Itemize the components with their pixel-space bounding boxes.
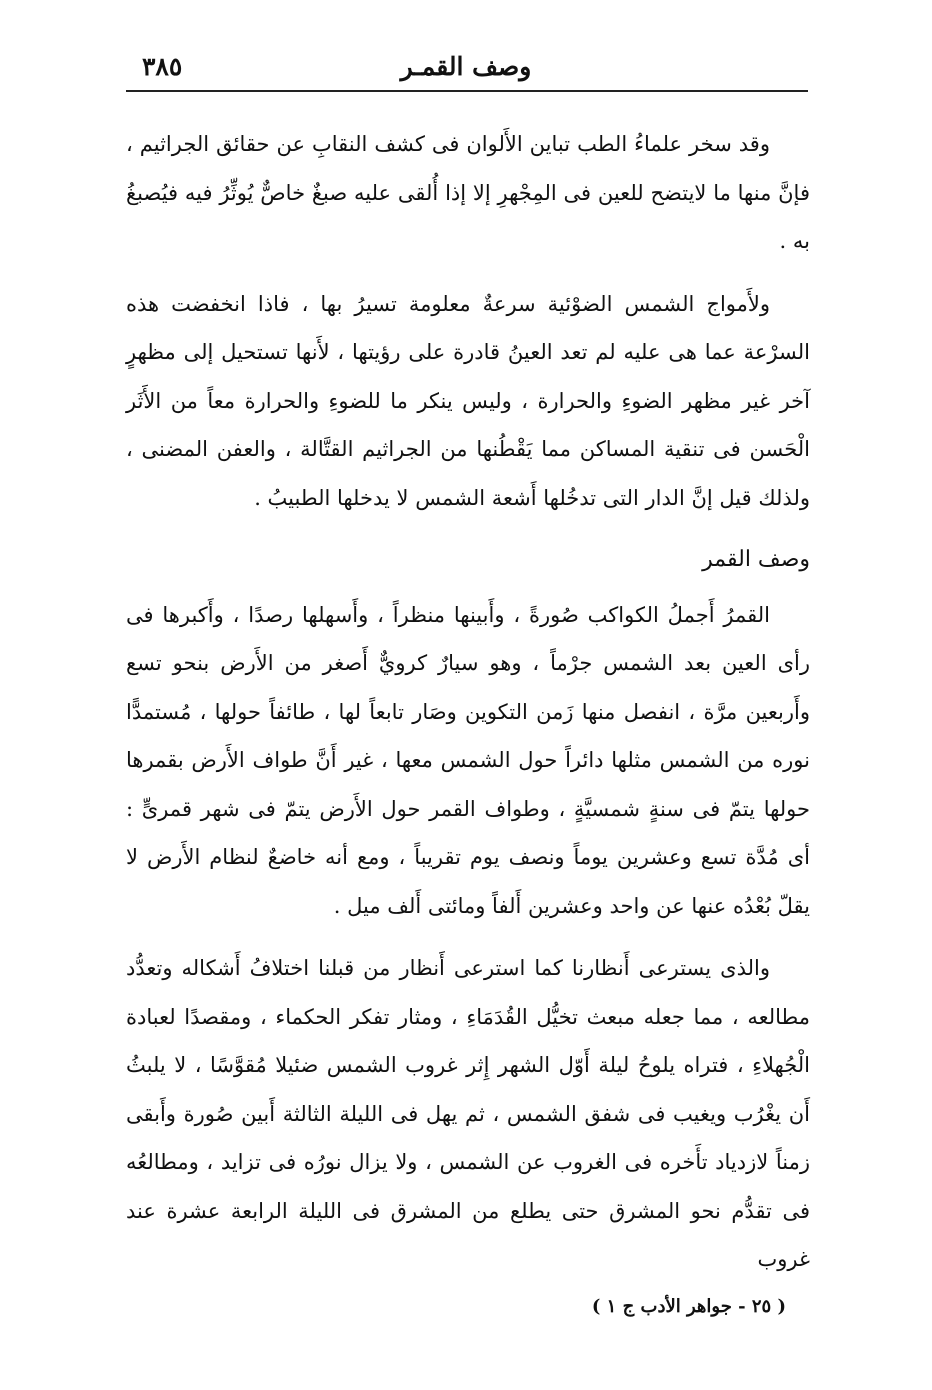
running-title: وصف القمـر: [400, 52, 532, 81]
paragraph: ولأَمواج الشمس الضوْئية سرعةٌ معلومة تسيرُ بها ، فاذا انخفضت هذه السرْعة عما هى عليه لم تعد العينُ قادرة على رؤيتها ، لأَنها تستحيل إلى مظهرٍ آخر غير مظهر الضوءِ والحرارة ، وليس ينكر ما للضوءِ والحرارة معاً من الأَثَر الْحَسن فى تنقية المساكن مما يَقْطُنها من الجراثيم القتَّالة ، والعفن المضنى ، ولذلك قيل إنَّ الدار التى تدخُلها أَشعة الشمس لا يدخلها الطبيبُ .: [126, 291, 810, 510]
header-rule: [126, 90, 808, 92]
paragraph: القمرُ أَجملُ الكواكب صُورةً ، وأَبينها منظراً ، وأَسهلها رصدًا ، وأَكبرها فى رأى العين بعد الشمس جرْماً ، وهو سيارٌ كرويٌّ أَصغر من الأَرض بنحو تسع وأَربعين مرَّة ، انفصل منها زَمن التكوين وصَار تابعاً لها ، طائفاً حولها ، مُستمدًّا نوره من الشمس مثلها دائراً حول الشمس معها ، غير أَنَّ طواف الأَرض بقمرها حولها يتمّ فى سنةٍ شمسيَّةٍ ، وطواف القمر حول الأَرض يتمّ فى شهر قمرىٍّ : أى مُدَّة تسع وعشرين يوماً ونصف يوم تقريباً ، ومع أنه خاضعٌ لنظام الأَرض لا يقلّ بُعْدُه عنها عن واحد وعشرين أَلفاً ومائتى أَلف ميل .: [126, 602, 810, 918]
paragraph: والذى يسترعى أَنظارنا كما استرعى أَنظار من قبلنا اختلافُ أَشكاله وتعدُّد مطالعه ، مما جعله مبعث تخيُّل القُدَمَاءِ ، ومثار تفكر الحكماء ، ومقصدًا لعبادة الْجُهلاءِ ، فتراه يلوحُ ليلة أَوّل الشهر إِثر غروب الشمس ضئيلا مُقوَّسًا ، لا يلبثُ أَن يغْرُب ويغيب فى شفق الشمس ، ثم يهل فى الليلة الثالثة أَبين صُورة وأَبقى زمناً لازدياد تأَخره فى الغروب عن الشمس ، ولا يزال نورُه فى تزايد ، ومطالعُه فى تقدُّم نحو المشرق حتى يطلع من المشرق فى الليلة الرابعة عشرة عند غروب: [126, 956, 810, 1271]
page-number: ٣٨٥: [142, 52, 183, 81]
page-header: [128, 48, 804, 92]
paragraph: وقد سخر علماءُ الطب تباين الأَلوان فى كشف النقابِ عن حقائق الجراثيم ، فإنَّ منها ما لايتضح للعين فى المِجْهرِ إلا إذا أُلقى عليه صبغٌ خاصٌّ يُوثِّرُ فيه فيُصبغُ به .: [126, 132, 810, 253]
section-heading: وصف القمر: [702, 547, 810, 572]
signature-mark: ( ٢٥ - جواهر الأدب ج ١ ): [591, 1296, 786, 1317]
body-text: [126, 120, 810, 1284]
